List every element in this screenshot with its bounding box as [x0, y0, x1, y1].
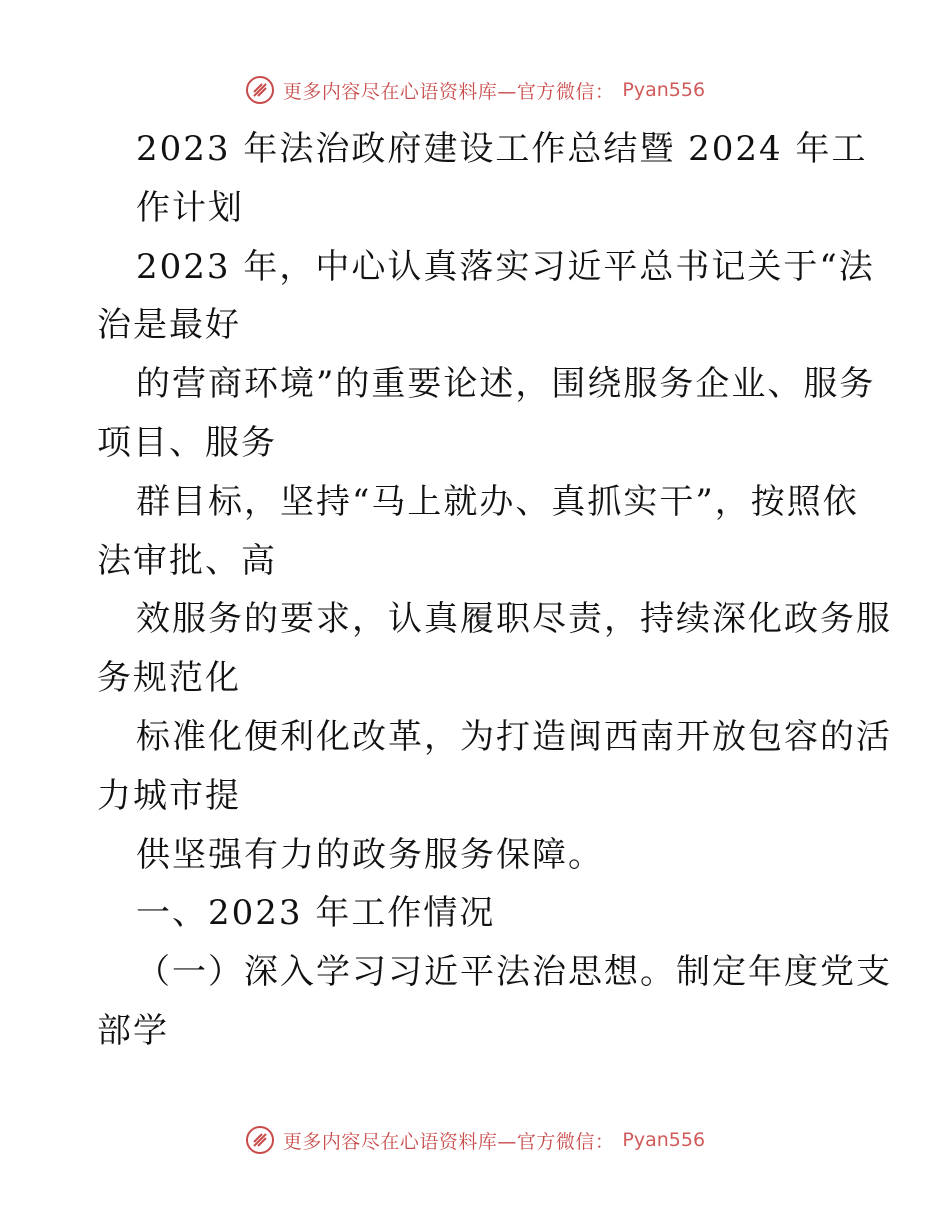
header-watermark	[0, 72, 950, 108]
text-line: 务规范化	[97, 658, 241, 699]
text-line: 2023 年法治政府建设工作总结暨 2024 年工	[136, 129, 868, 169]
quill-logo-icon	[245, 1125, 275, 1155]
text-line: 力城市提	[97, 775, 241, 816]
text-line: 供坚强有力的政务服务保障。	[136, 834, 604, 875]
watermark-wechat-id: Pyan556	[622, 1129, 706, 1151]
text-line: 群目标，坚持“马上就办、真抓实干”，按照依	[136, 481, 859, 522]
text-line: 项目、服务	[97, 422, 277, 463]
text-line: 作计划	[136, 187, 244, 228]
text-line: 标准化便利化改革，为打造闽西南开放包容的活	[136, 716, 892, 757]
text-line: 的营商环境”的重要论述，围绕服务企业、服务	[136, 364, 876, 405]
text-line: 2023 年，中心认真落实习近平总书记关于“法	[136, 246, 875, 287]
section-heading: 一、2023 年工作情况	[136, 893, 496, 934]
text-line: 治是最好	[97, 305, 241, 346]
text-line: （一）深入学习习近平法治思想。制定年度党支	[136, 952, 892, 993]
watermark-text: 更多内容尽在心语资料库—官方微信：	[282, 1130, 615, 1153]
text-line: 效服务的要求，认真履职尽责，持续深化政务服	[136, 599, 892, 640]
text-line: 法审批、高	[97, 540, 277, 581]
text-line: 部学	[97, 1010, 169, 1051]
watermark-text: 更多内容尽在心语资料库—官方微信：	[282, 80, 615, 103]
document-body	[0, 120, 950, 1061]
footer-watermark	[0, 1122, 950, 1158]
quill-logo-icon	[245, 75, 275, 105]
watermark-wechat-id: Pyan556	[622, 79, 706, 101]
